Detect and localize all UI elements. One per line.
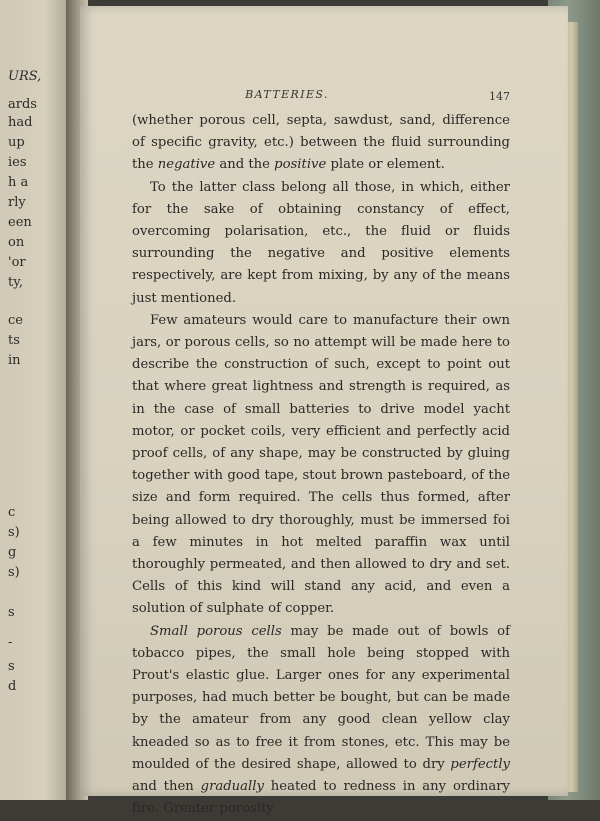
- paragraph: [132, 621, 510, 821]
- left-page-fragment: in: [8, 353, 21, 368]
- paragraph: [132, 110, 510, 177]
- text-run: and the: [215, 157, 275, 173]
- left-page-fragment: ty,: [8, 275, 23, 290]
- left-page-fragment: c: [8, 505, 16, 520]
- paragraph: [132, 310, 510, 621]
- italic-run: gradually: [200, 779, 264, 795]
- italic-run: positive: [274, 157, 327, 173]
- left-page-fragment: ts: [8, 333, 20, 348]
- text-run: heated to redness in any ordinary fire. Greater porosity: [132, 779, 510, 817]
- left-page-fragment: ards: [8, 97, 37, 112]
- left-page-fragment: g: [8, 545, 17, 560]
- left-page-fragment: ce: [8, 313, 23, 328]
- text-run: may be made out of bowls of tobacco pipes, the small hole being stopped with Prout's elastic glue. Larger ones for any experimental purposes, had much better be bought, but can be made by the amateur from any good clean yellow clay kneaded so as to free it from stones, etc. This may be moulded of the desired shape, allowed to dry: [132, 623, 510, 772]
- italic-run: perfectly: [450, 756, 510, 772]
- italic-run: negative: [157, 157, 216, 173]
- text-run: (whether porous cell, septa, sawdust, sand, difference of specific gravity, etc.) between the fluid surrounding the: [132, 113, 510, 173]
- left-page-fragment: ies: [8, 155, 27, 170]
- left-page-fragment: on: [8, 235, 25, 250]
- left-page-fragment: s): [8, 565, 20, 580]
- left-page-fragment: -: [8, 635, 13, 650]
- text-run: and then: [132, 779, 201, 795]
- left-page-fragment: s): [8, 525, 20, 540]
- left-page-fragment: URS,: [8, 69, 42, 84]
- paragraph: [132, 177, 510, 310]
- left-facing-page: [0, 0, 74, 800]
- page-number: 147: [489, 90, 510, 103]
- left-page-fragment: had: [8, 115, 33, 130]
- text-run: To the latter class belong all those, in which, either for the sake of obtaining constancy of effect, overcoming polarisation, etc., the fluid or fluids surrounding the negative and positive elements respectively, are kept from mixing, by any of the means just mentioned.: [132, 179, 510, 306]
- left-page-fragment: d: [8, 679, 17, 694]
- left-page-fragment: een: [8, 215, 32, 230]
- left-page-fragment: 'or: [8, 255, 26, 270]
- italic-run: Small porous cells: [150, 623, 282, 639]
- left-page-fragment: h a: [8, 175, 29, 190]
- left-page-fragment: s: [8, 605, 15, 620]
- running-head: BATTERIES.: [245, 88, 329, 101]
- body-text: [132, 110, 510, 821]
- left-page-fragment: up: [8, 135, 25, 150]
- text-run: Few amateurs would care to manufacture their own jars, or porous cells, so no attempt will be made here to describe the construction of such, except to point out that where great lightness and strength is required, as in the case of small batteries to drive model yacht motor, or pocket coils, very efficient and perfectly acid proof cells, of any shape, may be constructed by gluing together with good tape, stout brown pasteboard, of the size and form required. The cells thus formed, after being allowed to dry thoroughly, must be immersed foi a few minutes in hot melted paraffin wax until thoroughly permeated, and then allowed to dry and set. Cells of this kind will stand any acid, and even a solution of sulphate of copper.: [132, 312, 510, 617]
- left-page-fragment: rly: [8, 195, 26, 210]
- left-page-fragment: s: [8, 659, 15, 674]
- text-run: plate or element.: [326, 157, 445, 173]
